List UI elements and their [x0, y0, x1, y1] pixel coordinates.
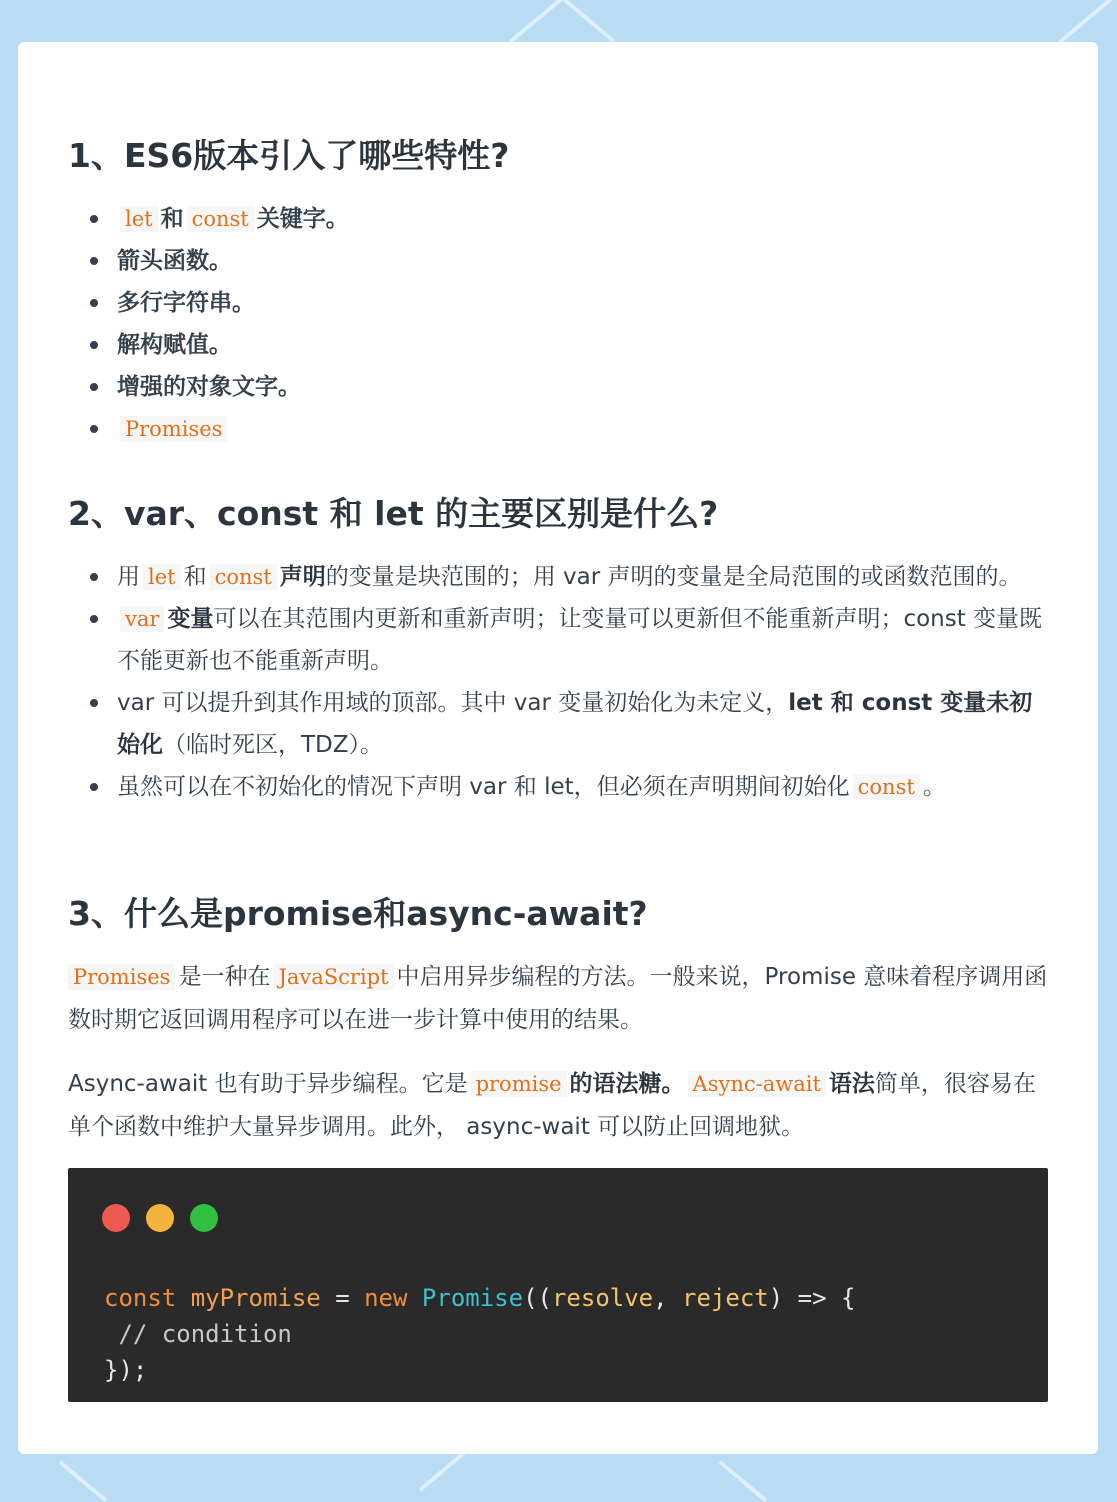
red-window-dot	[102, 1204, 130, 1232]
inline-code: let	[143, 564, 181, 590]
code-block	[68, 1168, 1048, 1402]
background-decoration	[719, 1460, 768, 1502]
green-window-dot	[190, 1204, 218, 1232]
background-decoration	[59, 1460, 108, 1502]
list-item-text: 可以在其范围内更新和重新声明；让变量可以更新但不能重新声明；const 变量既不能更新也不能重新声明。	[117, 606, 1043, 674]
bold-text: 语法	[828, 1071, 875, 1097]
bold-text: 的语法糖。	[569, 1071, 685, 1097]
paragraph-text: 简单，很容易在单个函数中维护大量异步调用。此外， async-wait 可以防止回调地狱。	[68, 1071, 1036, 1140]
background-decoration	[559, 0, 615, 43]
list-item-text: 的变量是块范围的；用 var 声明的变量是全局范围的或函数范围的。	[325, 564, 1022, 590]
paragraph-text: 是一种在	[178, 964, 271, 990]
section1-list	[68, 198, 1048, 450]
code-keyword: const	[104, 1284, 177, 1312]
section3-paragraph-1	[68, 956, 1048, 1042]
code-line-1	[104, 1280, 855, 1316]
inline-code: const	[187, 206, 254, 232]
list-item-text: 增强的对象文字。	[117, 374, 301, 400]
inline-code: promise	[471, 1071, 567, 1097]
background-decoration	[1059, 0, 1115, 44]
inline-code: JavaScript	[273, 964, 393, 990]
yellow-window-dot	[146, 1204, 174, 1232]
list-item	[68, 682, 1048, 766]
list-item-text: 。	[922, 774, 946, 800]
article-card	[18, 42, 1098, 1454]
code-punct: ,	[653, 1284, 683, 1312]
code-punct: ((	[523, 1284, 552, 1312]
list-item	[68, 408, 1048, 450]
list-item-text: 用	[117, 564, 140, 590]
list-item	[68, 598, 1048, 682]
list-item	[68, 366, 1048, 408]
inline-code: Promises	[68, 964, 175, 990]
list-item-text: 箭头函数。	[117, 248, 232, 274]
code-operator: =	[320, 1284, 365, 1312]
code-lines	[104, 1280, 855, 1388]
inline-code: Promises	[120, 416, 227, 442]
code-keyword: new	[364, 1284, 408, 1312]
inline-code: var	[120, 606, 164, 632]
inline-code: const	[210, 564, 277, 590]
inline-code: Async-await	[688, 1071, 826, 1097]
code-line-2: // condition	[104, 1320, 292, 1348]
list-item-text: 虽然可以在不初始化的情况下声明 var 和 let，但必须在声明期间初始化	[117, 774, 850, 800]
background-decoration	[509, 0, 565, 44]
code-punct: ) => {	[768, 1284, 856, 1312]
list-item	[68, 766, 1048, 808]
code-variable: myPromise	[190, 1284, 321, 1312]
paragraph-text: 中启用异步编程的方法。一般来说，Promise 意味着程序调用函数时期它返回调用程序可以在进一步计算中使用的结果。	[68, 964, 1048, 1033]
inline-code: const	[853, 774, 920, 800]
section3-title: 3、什么是promise和async-await?	[68, 894, 648, 933]
list-item	[68, 240, 1048, 282]
inline-code: let	[120, 206, 158, 232]
bold-text: let 和 const 变量未初始化	[117, 690, 1033, 758]
list-item-text: 关键字。	[256, 206, 349, 232]
list-item-text: var 可以提升到其作用域的顶部。其中 var 变量初始化为未定义，	[117, 690, 789, 716]
section3-paragraph-2	[68, 1063, 1048, 1149]
list-item-text: 和	[183, 564, 207, 590]
code-param: resolve	[551, 1284, 654, 1312]
paragraph-text: Async-await 也有助于异步编程。它是	[68, 1071, 468, 1097]
list-item	[68, 282, 1048, 324]
list-item	[68, 198, 1048, 240]
list-item-text: 多行字符串。	[117, 290, 255, 316]
bold-text: 变量	[167, 606, 214, 632]
bold-text: 声明	[279, 564, 326, 590]
section1-title: 1、ES6版本引入了哪些特性?	[68, 136, 510, 175]
list-item	[68, 324, 1048, 366]
list-item-text: 解构赋值。	[117, 332, 232, 358]
code-line-3: });	[104, 1356, 148, 1384]
background-decoration	[419, 1450, 468, 1492]
list-item-text: 和	[160, 206, 184, 232]
section2-list	[68, 556, 1048, 808]
code-class: Promise	[421, 1284, 524, 1312]
list-item-text: （临时死区，TDZ）。	[163, 732, 384, 758]
code-param: reject	[682, 1284, 769, 1312]
section2-title: 2、var、const 和 let 的主要区别是什么?	[68, 494, 719, 533]
list-item	[68, 556, 1048, 598]
